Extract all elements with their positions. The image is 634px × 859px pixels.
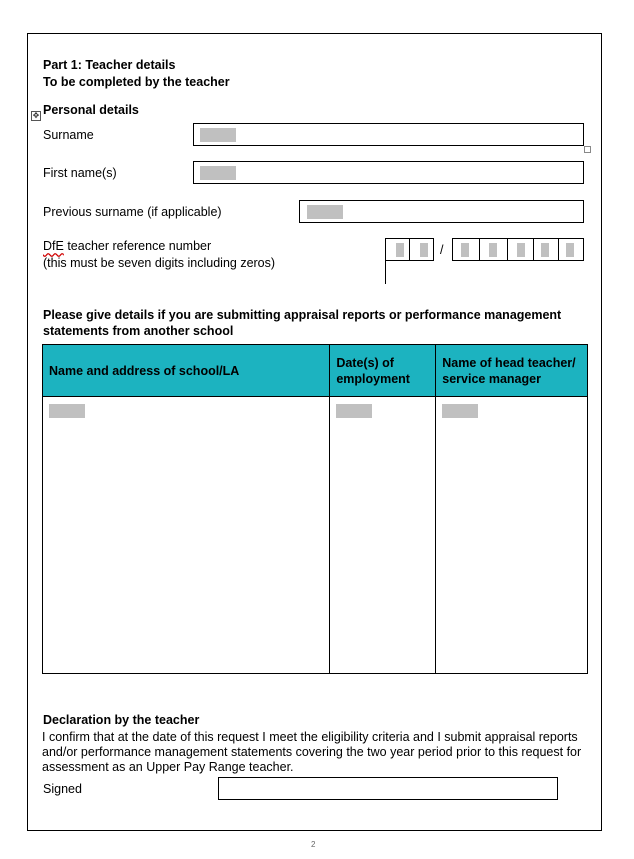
resize-handle[interactable]: [584, 146, 591, 153]
previous-surname-label: Previous surname (if applicable): [43, 205, 222, 219]
dfe-digit-4: [489, 243, 497, 257]
move-icon[interactable]: ✥: [32, 111, 40, 120]
dfe-separator: /: [440, 243, 444, 257]
dfe-digit-5: [517, 243, 525, 257]
dfe-note: (this must be seven digits including zeros): [43, 256, 276, 270]
dfe-digit-divider: [507, 239, 508, 260]
school-cell[interactable]: [43, 397, 330, 674]
dfe-digit-7: [566, 243, 574, 257]
column-header-head-teacher: Name of head teacher/ service manager: [436, 345, 588, 397]
personal-details-heading: Personal details: [43, 103, 139, 117]
dfe-digit-divider: [558, 239, 559, 260]
column-header-school: Name and address of school/LA: [43, 345, 330, 397]
declaration-title: Declaration by the teacher: [43, 713, 200, 727]
signature-field[interactable]: [218, 777, 558, 800]
dfe-label-rest: teacher reference number: [63, 239, 212, 253]
dfe-digit-divider: [479, 239, 480, 260]
dfe-prefix: DfE: [43, 239, 64, 253]
column-header-dates: Date(s) of employment: [330, 345, 436, 397]
dfe-digit-3: [461, 243, 469, 257]
surname-placeholder: [200, 128, 236, 142]
signed-label: Signed: [43, 782, 82, 796]
schools-table: [42, 344, 588, 674]
first-name-field[interactable]: [193, 161, 584, 184]
part-title: Part 1: Teacher details: [43, 58, 176, 72]
head-teacher-placeholder: [442, 404, 478, 418]
dates-cell[interactable]: [330, 397, 436, 674]
dfe-digit-group-1[interactable]: [385, 238, 434, 261]
surname-field[interactable]: [193, 123, 584, 146]
previous-surname-field[interactable]: [299, 200, 584, 223]
previous-surname-placeholder: [307, 205, 343, 219]
part-subtitle: To be completed by the teacher: [43, 75, 230, 89]
dates-placeholder: [336, 404, 372, 418]
declaration-text: I confirm that at the date of this request I meet the eligibility criteria and I submit appraisal reports and/or performance management statements covering the two year period prior to this request for assessment as an Upper Pay Range teacher.: [42, 730, 582, 774]
dfe-digit-6: [541, 243, 549, 257]
school-placeholder: [49, 404, 85, 418]
dfe-digit-divider: [409, 239, 410, 260]
dfe-digit-1: [396, 243, 404, 257]
page-number: 2: [311, 840, 316, 849]
dfe-digit-2: [420, 243, 428, 257]
table-row: [43, 397, 588, 674]
dfe-digit-divider: [533, 239, 534, 260]
dfe-digit-group-2[interactable]: [452, 238, 584, 261]
surname-label: Surname: [43, 128, 94, 142]
table-header-row: [43, 345, 588, 397]
first-name-label: First name(s): [43, 166, 117, 180]
dfe-label: [43, 238, 211, 254]
head-teacher-cell[interactable]: [436, 397, 588, 674]
school-instruction-line-2: statements from another school: [43, 324, 234, 338]
first-name-placeholder: [200, 166, 236, 180]
school-instruction-line-1: Please give details if you are submitting appraisal reports or performance management: [43, 308, 562, 322]
